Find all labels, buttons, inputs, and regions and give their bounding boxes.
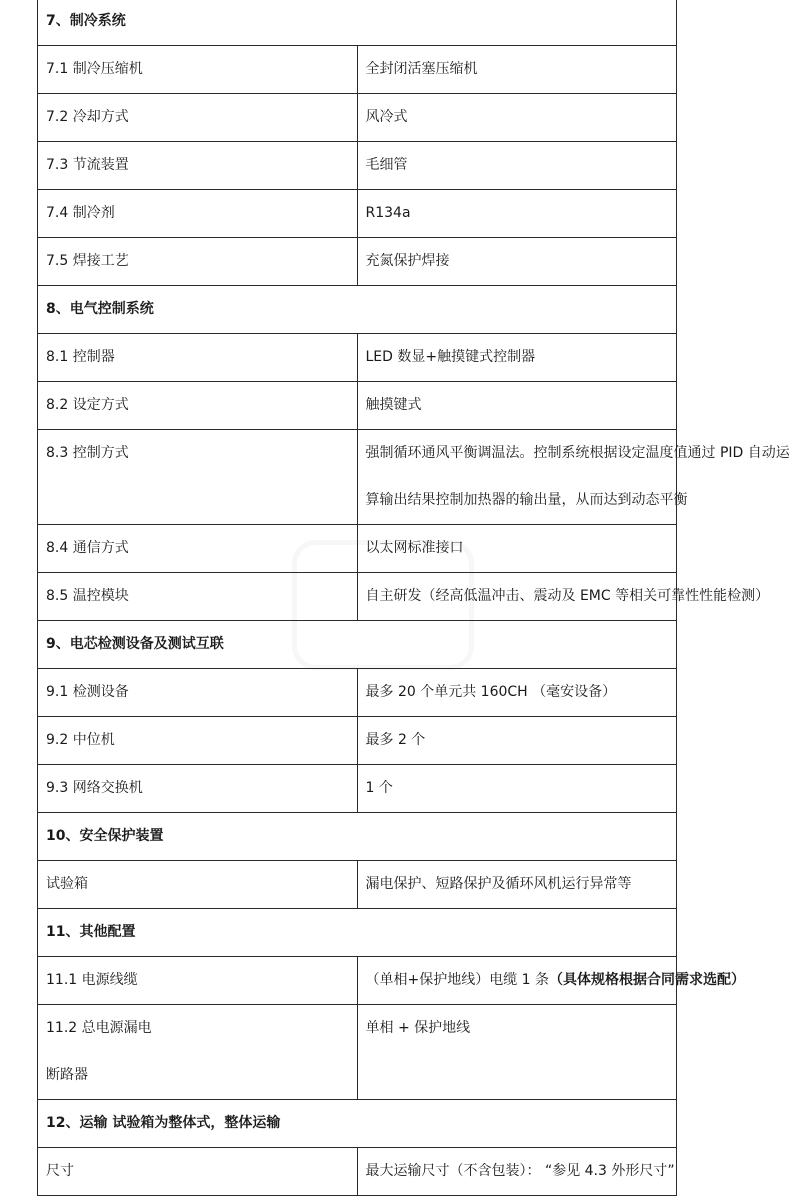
section-header [38,621,677,669]
section-title: 8、电气控制系统 [38,286,677,334]
row-label: 7.3 节流装置 [38,142,358,190]
table-row [38,765,677,813]
table-row [38,1005,677,1100]
row-label-line: 断路器 [46,1067,88,1083]
table-row [38,957,677,1005]
row-value-text: （单相+保护地线）电缆 1 条 [365,972,550,988]
row-label: 8.5 温控模块 [38,573,358,621]
table-row [38,573,677,621]
row-value: 以太网标准接口 [357,525,677,573]
row-label: 8.3 控制方式 [38,430,358,525]
row-value: 充氮保护焊接 [357,238,677,286]
row-label: 9.3 网络交换机 [38,765,358,813]
section-header [38,909,677,957]
spec-table [37,0,790,1196]
section-title: 12、运输 试验箱为整体式，整体运输 [38,1100,677,1148]
row-value: 最大运输尺寸（不含包装）： “参见 4.3 外形尺寸” [357,1148,677,1196]
table-row [38,382,677,430]
section-title: 9、电芯检测设备及测试互联 [38,621,677,669]
section-title: 10、安全保护装置 [38,813,677,861]
row-value: 自主研发（经高低温冲击、震动及 EMC 等相关可靠性性能检测） [357,573,677,621]
row-value: LED 数显+触摸键式控制器 [357,334,677,382]
row-value: 最多 2 个 [357,717,677,765]
row-label: 8.2 设定方式 [38,382,358,430]
table-row [38,334,677,382]
row-label: 7.1 制冷压缩机 [38,46,358,94]
section-title: 7、制冷系统 [38,0,677,46]
row-label [38,1005,358,1100]
section-header [38,813,677,861]
table-row [38,46,677,94]
row-label: 7.2 冷却方式 [38,94,358,142]
row-value: 触摸键式 [357,382,677,430]
row-value [357,957,746,1005]
row-value: 漏电保护、短路保护及循环风机运行异常等 [357,861,677,909]
row-value: R134a [357,190,677,238]
row-label: 试验箱 [38,861,358,909]
table-row [38,861,677,909]
table-row [38,717,677,765]
row-value: 风冷式 [357,94,677,142]
row-value-line: 强制循环通风平衡调温法。控制系统根据设定温度值通过 PID 自动运 [365,445,790,461]
row-label: 8.4 通信方式 [38,525,358,573]
section-header [38,1100,677,1148]
row-value: 单相 + 保护地线 [357,1005,677,1100]
row-value: 1 个 [357,765,677,813]
table-row [38,142,677,190]
row-value: 全封闭活塞压缩机 [357,46,677,94]
table-row [38,190,677,238]
row-value: 毛细管 [357,142,677,190]
row-label: 尺寸 [38,1148,358,1196]
row-label: 11.1 电源线缆 [38,957,358,1005]
row-value: 最多 20 个单元共 160CH （毫安设备） [357,669,677,717]
row-label: 8.1 控制器 [38,334,358,382]
table-row [38,525,677,573]
table-row [38,430,677,525]
row-label: 9.2 中位机 [38,717,358,765]
table-row [38,669,677,717]
section-header [38,0,677,46]
section-header [38,286,677,334]
row-label: 9.1 检测设备 [38,669,358,717]
row-label: 7.5 焊接工艺 [38,238,358,286]
row-value-line: 算输出结果控制加热器的输出量，从而达到动态平衡 [365,492,688,508]
table-row [38,1148,677,1196]
row-label-line: 11.2 总电源漏电 [46,1020,152,1036]
row-label: 7.4 制冷剂 [38,190,358,238]
section-title: 11、其他配置 [38,909,677,957]
row-value-bold: （具体规格根据合同需求选配） [549,972,746,988]
row-value [357,430,790,525]
table-row [38,94,677,142]
table-row [38,238,677,286]
